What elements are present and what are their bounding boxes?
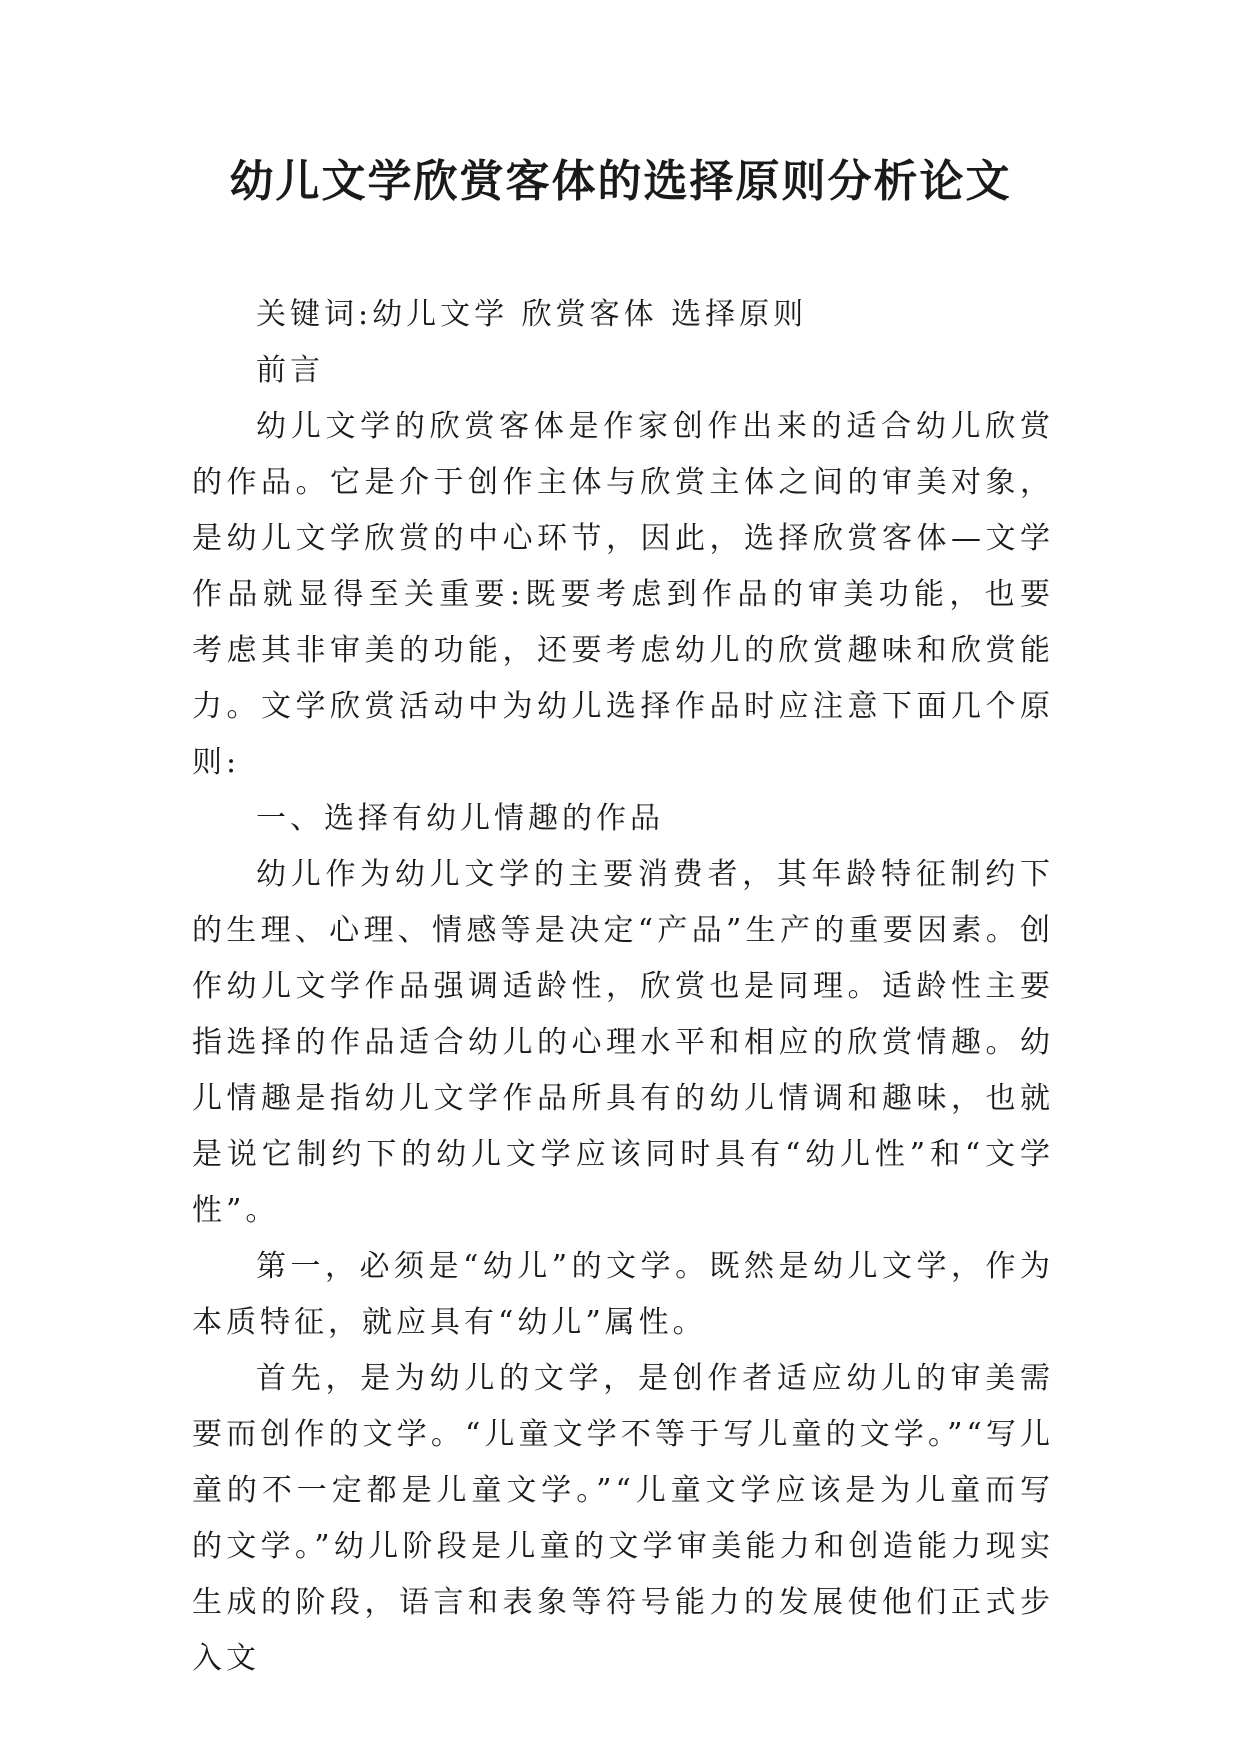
keywords-line: 关键词:幼儿文学 欣赏客体 选择原则 xyxy=(256,297,808,332)
body-paragraph: 幼儿作为幼儿文学的主要消费者，其年龄特征制约下的生理、心理、情感等是决定“产品”生产的重要因素。创作幼儿文学作品强调适龄性，欣赏也是同理。适龄性主要指选择的作品适合幼儿的心理水平和相应的欣赏情趣。幼儿情趣是指幼儿文学作品所具有的幼儿情调和趣味，也就是说它制约下的幼儿文学应该同时具有“幼儿性”和“文学性”。 xyxy=(192,857,1054,1228)
body-paragraph: 幼儿文学的欣赏客体是作家创作出来的适合幼儿欣赏的作品。它是介于创作主体与欣赏主体之间的审美对象，是幼儿文学欣赏的中心环节，因此，选择欣赏客体—文学作品就显得至关重要:既要考虑到作品的审美功能，也要考虑其非审美的功能，还要考虑幼儿的欣赏趣味和欣赏能力。文学欣赏活动中为幼儿选择作品时应注意下面几个原则: xyxy=(192,409,1054,780)
body-paragraph: 首先，是为幼儿的文学，是创作者适应幼儿的审美需要而创作的文学。“儿童文学不等于写儿童的文学。”“写儿童的不一定都是儿童文学。”“儿童文学应该是为儿童而写的文学。”幼儿阶段是儿童的文学审美能力和创造能力现实生成的阶段，语言和表象等符号能力的发展使他们正式步入文 xyxy=(192,1361,1054,1676)
document-body xyxy=(192,287,1054,1687)
preface-heading: 前言 xyxy=(256,353,324,388)
body-paragraph: 第一，必须是“幼儿”的文学。既然是幼儿文学，作为本质特征，就应具有“幼儿”属性。 xyxy=(192,1249,1054,1340)
section-heading: 一、选择有幼儿情趣的作品 xyxy=(256,801,664,836)
document-title: 幼儿文学欣赏客体的选择原则分析论文 xyxy=(229,156,1012,207)
